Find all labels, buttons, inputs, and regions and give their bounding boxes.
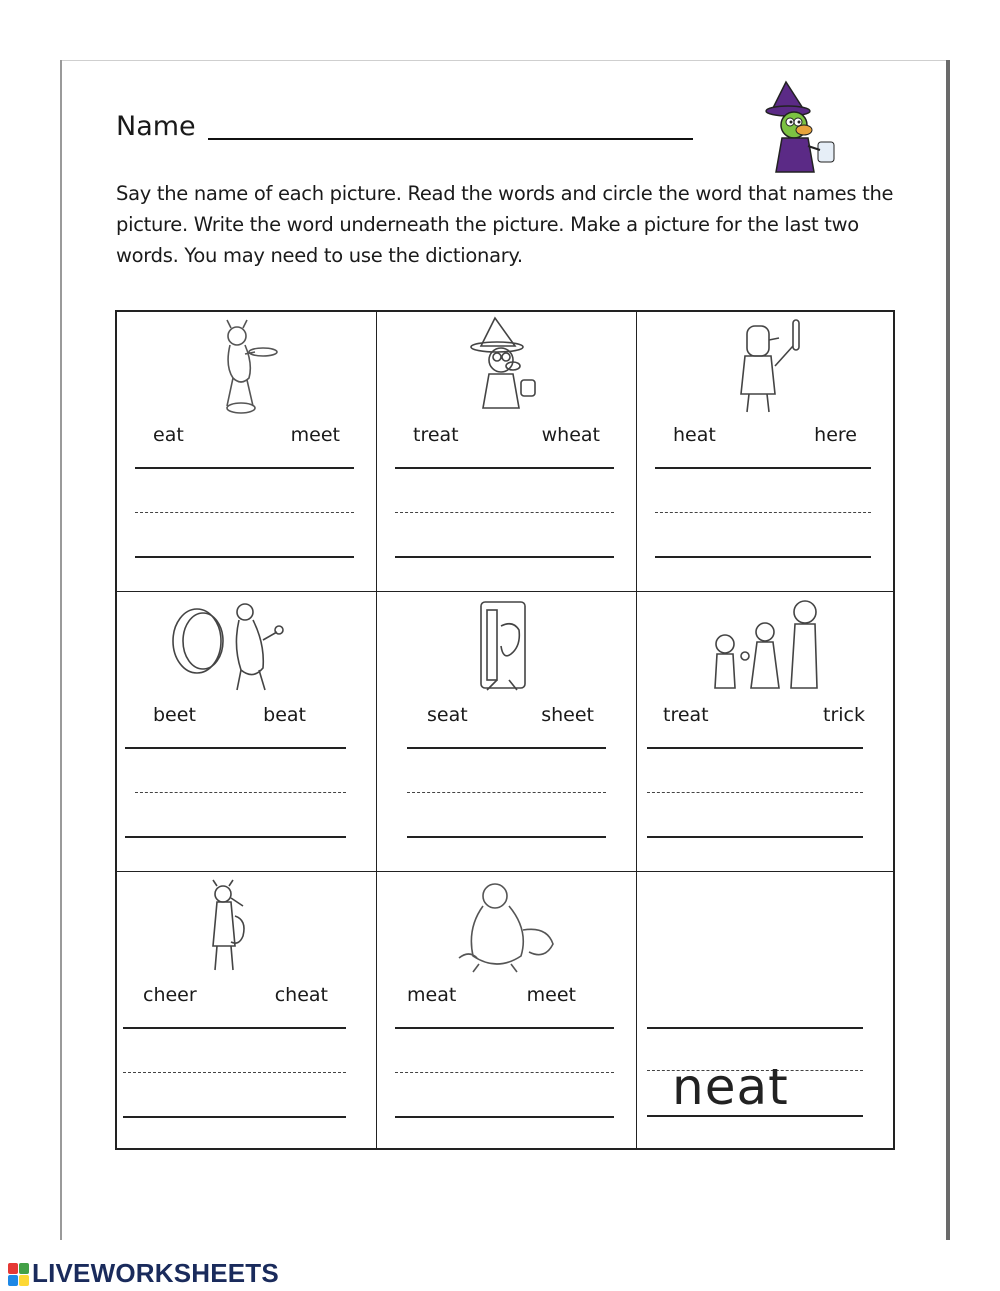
name-label: Name <box>116 111 196 142</box>
worksheet-cell <box>637 312 893 592</box>
word-option-1[interactable]: cheer <box>143 984 197 1006</box>
cheering-man-icon <box>187 876 287 976</box>
writing-line-middle <box>123 1072 346 1073</box>
page-border-left <box>60 60 62 1240</box>
word-option-2[interactable]: wheat <box>541 424 600 446</box>
logo-square-green <box>19 1263 29 1274</box>
worksheet-cell <box>637 592 893 872</box>
worksheet-cell <box>377 592 637 872</box>
name-input-line[interactable] <box>208 138 693 140</box>
monster-with-meat-icon <box>443 876 563 976</box>
writing-line-middle <box>655 512 871 513</box>
liveworksheets-brand[interactable] <box>8 1258 279 1289</box>
ghost-sheet-icon <box>457 596 557 696</box>
logo-square-yellow <box>19 1275 29 1286</box>
writing-line-top[interactable] <box>647 747 863 749</box>
monster-eating-icon <box>197 316 297 416</box>
word-option-1[interactable]: eat <box>153 424 184 446</box>
worksheet-cell <box>377 872 637 1148</box>
word-option-1[interactable]: heat <box>673 424 716 446</box>
writing-line-top[interactable] <box>647 1027 863 1029</box>
trick-or-treat-kids-icon <box>703 596 833 696</box>
worksheet-cell <box>377 312 637 592</box>
writing-line-bottom[interactable] <box>135 556 354 558</box>
name-row <box>116 112 693 142</box>
writing-line-middle <box>135 792 346 793</box>
instructions-text: Say the name of each picture. Read the words and circle the word that names the picture. Write the word underneath the picture. Make a picture for the last two words. You may need to use the dictionary. <box>116 182 894 267</box>
writing-line-top[interactable] <box>395 1027 614 1029</box>
writing-line-middle <box>647 792 863 793</box>
writing-line-middle <box>395 1072 614 1073</box>
word-option-1[interactable]: beet <box>153 704 196 726</box>
word-option-1[interactable]: meat <box>407 984 457 1006</box>
writing-line-top[interactable] <box>407 747 606 749</box>
worksheet-cell-draw <box>637 872 893 1148</box>
writing-line-top[interactable] <box>135 467 354 469</box>
worksheet-cell <box>117 592 377 872</box>
writing-line-bottom[interactable] <box>123 1116 346 1118</box>
word-option-2[interactable]: beat <box>263 704 306 726</box>
word-option-2[interactable]: cheat <box>274 984 328 1006</box>
writing-line-bottom[interactable] <box>395 556 614 558</box>
word-option-2[interactable]: here <box>814 424 857 446</box>
word-option-1[interactable]: treat <box>663 704 709 726</box>
worksheet-cell <box>117 312 377 592</box>
brand-text: LIVEWORKSHEETS <box>32 1258 279 1288</box>
writing-line-middle <box>407 792 606 793</box>
writing-line-middle <box>135 512 354 513</box>
word-option-1[interactable]: treat <box>413 424 459 446</box>
word-option-2[interactable]: meet <box>290 424 340 446</box>
sweating-man-thermometer-icon <box>717 316 817 416</box>
drummer-icon <box>167 596 297 696</box>
writing-line-top[interactable] <box>125 747 346 749</box>
writing-line-bottom[interactable] <box>655 556 871 558</box>
page-border-right <box>946 60 950 1240</box>
worksheet-cell <box>117 872 377 1148</box>
writing-line-bottom[interactable] <box>395 1116 614 1118</box>
writing-line-top[interactable] <box>123 1027 346 1029</box>
witch-with-candy-icon <box>457 316 557 416</box>
logo-square-red <box>8 1263 18 1274</box>
word-option-2[interactable]: trick <box>823 704 865 726</box>
word-option-2[interactable]: meet <box>526 984 576 1006</box>
writing-line-top[interactable] <box>395 467 614 469</box>
answer-word: neat <box>672 1058 789 1116</box>
liveworksheets-logo-icon <box>8 1263 28 1285</box>
writing-line-middle <box>395 512 614 513</box>
word-option-1[interactable]: seat <box>427 704 468 726</box>
writing-line-top[interactable] <box>655 467 871 469</box>
page-border-top <box>60 60 950 61</box>
logo-square-blue <box>8 1275 18 1286</box>
writing-line-bottom[interactable] <box>125 836 346 838</box>
witch-mascot-icon <box>764 80 844 175</box>
writing-line-bottom[interactable] <box>647 836 863 838</box>
worksheet-grid <box>115 310 895 1150</box>
word-option-2[interactable]: sheet <box>541 704 594 726</box>
writing-line-bottom[interactable] <box>407 836 606 838</box>
